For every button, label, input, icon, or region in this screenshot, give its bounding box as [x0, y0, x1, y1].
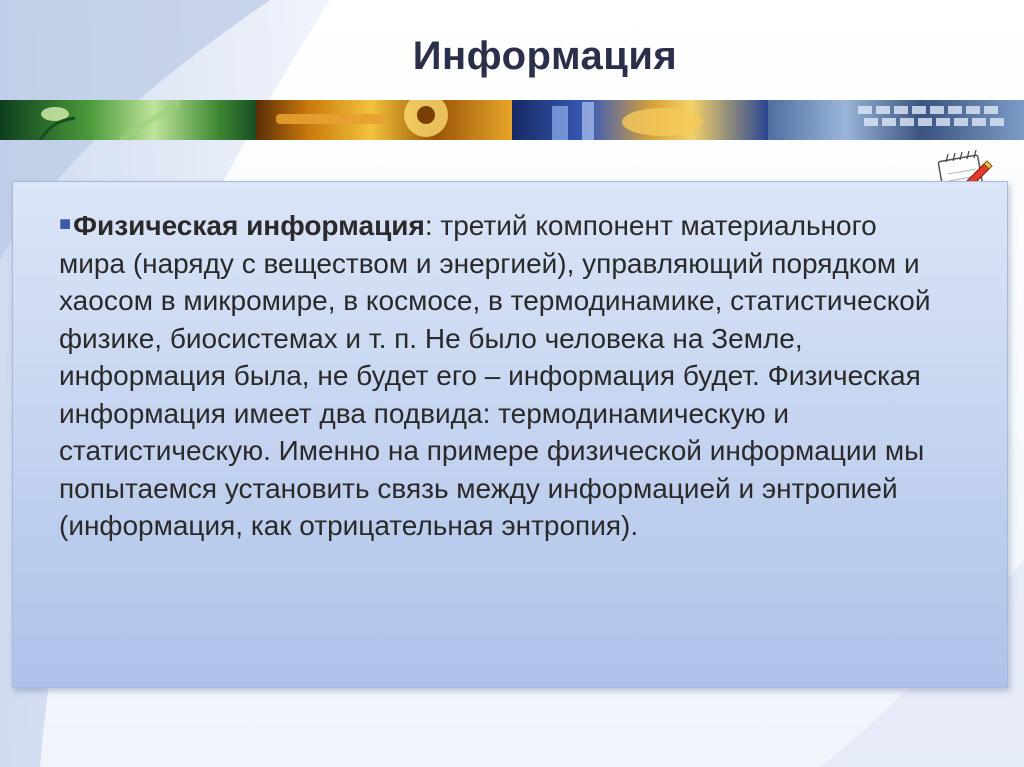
slide-title: Информация	[412, 34, 678, 78]
square-bullet-icon: ■	[59, 213, 72, 235]
photo-green-plant	[0, 100, 256, 140]
body-separator: :	[424, 210, 433, 241]
body-paragraph	[59, 206, 939, 545]
photo-gold-gears	[256, 100, 512, 140]
plant-icon	[0, 100, 256, 140]
photo-lab-glass	[512, 100, 768, 140]
gear-icon	[256, 100, 512, 140]
content-box	[12, 181, 1008, 688]
photo-strip-banner	[0, 100, 1024, 140]
body-term: Физическая информация	[73, 210, 425, 241]
photo-keyboard	[768, 100, 1024, 140]
flask-icon	[512, 100, 768, 140]
body-text: третий компонент материального мира (наряду с веществом и энергией), управляющий порядком и хаосом в микромире, в космосе, в термодинамике, статистической физике, биосистемах и т. п. Не было человека на Земле, информация была, не будет его – информация будет. Физическая информация имеет два подвида: термодинамическую и статистическую. Именно на примере физической информации мы попытаемся установить связь между информацией и энтропией (информация, как отрицательная энтропия).	[59, 210, 931, 541]
keyboard-icon	[768, 100, 1024, 140]
